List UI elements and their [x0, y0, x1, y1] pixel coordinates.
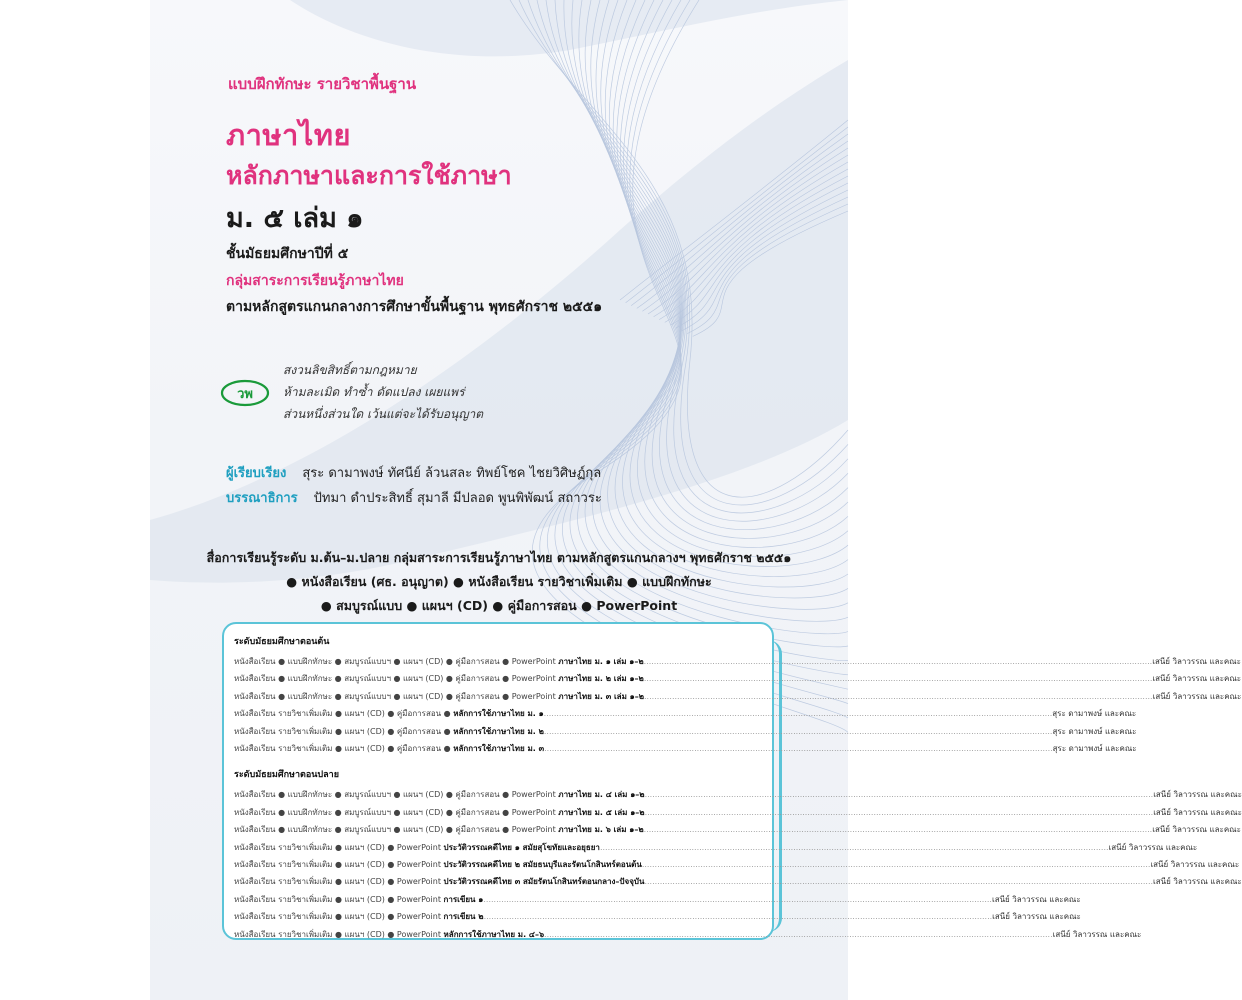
product-row-author: เสนีย์ วิลาวรรณ และคณะ: [1152, 691, 1242, 701]
dot-leader: ........................................................................................................................................................................................................: [644, 691, 1153, 701]
authors-names: สุระ ดามาพงษ์ ทัศนีย์ ล้วนสละ ทิพย์โชค ไชยวิศิษฏ์กุล: [302, 466, 602, 481]
product-row: [234, 821, 1241, 838]
product-row-items: [234, 670, 644, 687]
credit-editors: [226, 487, 602, 508]
media-line: ● สมบูรณ์แบบ ● แผนฯ (CD) ● คู่มือการสอน ● PowerPoint: [320, 598, 678, 613]
product-row-media: หนังสือเรียน ● แบบฝึกทักษะ ● สมบูรณ์แบบฯ ● แผนฯ (CD) ● คู่มือการสอน ● PowerPoint: [234, 674, 559, 684]
product-row-author: เสนีย์ วิลาวรรณ และคณะ: [1152, 657, 1241, 666]
product-rows: [234, 653, 1242, 757]
product-row-author: เสนีย์ วิลาวรรณ และคณะ: [1108, 842, 1198, 852]
product-row-items: [234, 856, 642, 873]
dot-leader: ........................................................................................................................................................................................................: [643, 825, 1153, 835]
subject-title: ภาษาไทย: [226, 118, 351, 152]
dot-leader: ........................................................................................................................................................................................................: [641, 860, 1151, 870]
dot-leader: ........................................................................................................................................................................................................: [644, 807, 1154, 817]
svg-text:วพ: วพ: [237, 387, 253, 402]
product-row: [234, 653, 1241, 670]
dot-leader: ........................................................................................................................................................................................................: [643, 657, 1153, 666]
upper-secondary-group: [234, 767, 1242, 943]
product-row-items: [234, 653, 644, 670]
dot-leader: ........................................................................................................................................................................................................: [483, 894, 992, 904]
product-row: [234, 856, 1240, 873]
product-row-author: เสนีย์ วิลาวรรณ และคณะ: [1052, 929, 1142, 939]
product-row-items: [234, 804, 645, 821]
product-row-items: [234, 891, 483, 908]
product-row-items: [234, 740, 544, 757]
product-row-author: สุระ ดามาพงษ์ และคณะ: [1052, 744, 1137, 754]
learning-area: กลุ่มสาระการเรียนรู้ภาษาไทย: [226, 273, 404, 289]
product-row-author: สุระ ดามาพงษ์ และคณะ: [1052, 726, 1137, 736]
product-row-author: เสนีย์ วิลาวรรณ และคณะ: [992, 912, 1081, 922]
dot-leader: ........................................................................................................................................................................................................: [644, 790, 1154, 800]
product-row-media: หนังสือเรียน รายวิชาเพิ่มเติม ● แผนฯ (CD) ● คู่มือการสอน ●: [234, 744, 454, 754]
product-row-title: ประวัติวรรณคดีไทย ๓ สมัยรัตนโกสินทร์ตอนกลาง–ปัจจุบัน: [443, 877, 645, 887]
publisher-logo: [220, 379, 270, 407]
product-row-items: [234, 821, 644, 838]
product-row: [234, 670, 1242, 687]
product-row-title: การเขียน ๒: [443, 912, 484, 922]
product-row-author: เสนีย์ วิลาวรรณ และคณะ: [991, 894, 1081, 904]
book-title: หลักภาษาและการใช้ภาษา: [226, 161, 512, 190]
copyright-line: สงวนลิขสิทธิ์ตามกฎหมาย: [283, 363, 417, 377]
dot-leader: ........................................................................................................................................................................................................: [599, 842, 1109, 852]
product-row-media: หนังสือเรียน รายวิชาเพิ่มเติม ● แผนฯ (CD) ● PowerPoint: [234, 894, 444, 904]
product-row-title: ภาษาไทย ม. ๔ เล่ม ๑–๒: [558, 790, 645, 800]
dot-leader: ........................................................................................................................................................................................................: [483, 912, 993, 922]
product-row-title: หลักการใช้ภาษาไทย ม. ๒: [453, 726, 544, 736]
product-row-media: หนังสือเรียน รายวิชาเพิ่มเติม ● แผนฯ (CD) ● PowerPoint: [234, 877, 444, 887]
product-row: [234, 786, 1242, 803]
product-list-box: [222, 622, 1242, 940]
product-row-media: หนังสือเรียน รายวิชาเพิ่มเติม ● แผนฯ (CD) ● PowerPoint: [234, 912, 444, 922]
product-row: [234, 723, 1137, 740]
product-row-title: ภาษาไทย ม. ๑ เล่ม ๑–๒: [558, 657, 644, 666]
product-row-title: หลักการใช้ภาษาไทย ม. ๓: [453, 744, 545, 754]
product-row-author: เสนีย์ วิลาวรรณ และคณะ: [1152, 825, 1241, 835]
product-row-media: หนังสือเรียน ● แบบฝึกทักษะ ● สมบูรณ์แบบฯ ● แผนฯ (CD) ● คู่มือการสอน ● PowerPoint: [234, 790, 559, 800]
product-row-title: ประวัติวรรณคดีไทย ๒ สมัยธนบุรีและรัตนโกสินทร์ตอนต้น: [443, 860, 642, 870]
copyright-line: ห้ามละเมิด ทำซ้ำ ดัดแปลง เผยแพร่: [283, 385, 465, 399]
product-rows: [234, 786, 1242, 943]
dot-leader: ........................................................................................................................................................................................................: [543, 709, 1053, 719]
dot-leader: ........................................................................................................................................................................................................: [544, 929, 1053, 939]
media-line: สื่อการเรียนรู้ระดับ ม.ต้น–ม.ปลาย กลุ่มสาระการเรียนรู้ภาษาไทย ตามหลักสูตรแกนกลางฯ พุทธศักราช ๒๕๕๑: [206, 550, 792, 565]
level-heading: ระดับมัธยมศึกษาตอนปลาย: [234, 770, 339, 781]
product-row: [234, 688, 1242, 705]
copyright-line: ส่วนหนึ่งส่วนใด เว้นแต่จะได้รับอนุญาต: [283, 407, 484, 421]
dot-leader: ........................................................................................................................................................................................................: [643, 674, 1153, 684]
product-row-author: เสนีย์ วิลาวรรณ และคณะ: [1153, 790, 1242, 800]
product-row-media: หนังสือเรียน ● แบบฝึกทักษะ ● สมบูรณ์แบบฯ ● แผนฯ (CD) ● คู่มือการสอน ● PowerPoint: [234, 825, 559, 835]
product-row-items: [234, 908, 484, 925]
curriculum-line: ตามหลักสูตรแกนกลางการศึกษาขั้นพื้นฐาน พุทธศักราช ๒๕๕๑: [226, 299, 603, 315]
series-title: แบบฝึกทักษะ รายวิชาพื้นฐาน: [228, 75, 417, 93]
product-row-media: หนังสือเรียน รายวิชาเพิ่มเติม ● แผนฯ (CD) ● PowerPoint: [234, 860, 444, 870]
product-row-items: [234, 688, 644, 705]
dot-leader: ........................................................................................................................................................................................................: [644, 877, 1154, 887]
media-line: ● หนังสือเรียน (ศธ. อนุญาต) ● หนังสือเรียน รายวิชาเพิ่มเติม ● แบบฝึกทักษะ: [286, 574, 712, 589]
product-row-media: หนังสือเรียน ● แบบฝึกทักษะ ● สมบูรณ์แบบฯ ● แผนฯ (CD) ● คู่มือการสอน ● PowerPoint: [234, 807, 559, 817]
lower-secondary-group: [234, 634, 1242, 757]
product-row: [234, 839, 1198, 856]
dot-leader: ........................................................................................................................................................................................................: [544, 744, 1053, 754]
product-row: [234, 908, 1081, 925]
product-row: [234, 926, 1142, 943]
product-row-media: หนังสือเรียน รายวิชาเพิ่มเติม ● แผนฯ (CD) ● PowerPoint: [234, 929, 444, 939]
product-row-author: เสนีย์ วิลาวรรณ และคณะ: [1153, 877, 1242, 887]
product-row-title: ภาษาไทย ม. ๖ เล่ม ๑–๒: [558, 825, 644, 835]
product-row-title: หลักการใช้ภาษาไทย ม. ๑: [453, 709, 544, 719]
product-row-items: [234, 873, 644, 890]
product-row-items: [234, 705, 544, 722]
product-row-items: [234, 723, 544, 740]
grade-volume: ม. ๕ เล่ม ๑: [226, 203, 364, 234]
product-row: [234, 891, 1081, 908]
editors-label: บรรณาธิการ: [226, 491, 298, 506]
product-row-author: เสนีย์ วิลาวรรณ และคณะ: [1152, 674, 1242, 684]
product-row-title: การเขียน ๑: [443, 894, 484, 904]
product-row-items: [234, 786, 645, 803]
product-row-media: หนังสือเรียน รายวิชาเพิ่มเติม ● แผนฯ (CD) ● คู่มือการสอน ●: [234, 726, 454, 736]
product-row-media: หนังสือเรียน รายวิชาเพิ่มเติม ● แผนฯ (CD) ● PowerPoint: [234, 842, 444, 852]
product-row-author: เสนีย์ วิลาวรรณ และคณะ: [1150, 860, 1240, 870]
level-heading: ระดับมัธยมศึกษาตอนต้น: [234, 637, 330, 647]
product-row-author: เสนีย์ วิลาวรรณ และคณะ: [1153, 807, 1242, 817]
product-row-title: ภาษาไทย ม. ๒ เล่ม ๑–๒: [558, 674, 644, 684]
product-row-title: ภาษาไทย ม. ๓ เล่ม ๑–๒: [558, 691, 644, 701]
credit-authors: [226, 462, 601, 483]
product-row-title: หลักการใช้ภาษาไทย ม. ๔–๖: [443, 929, 545, 939]
editors-names: ปัทมา ดำประสิทธิ์ สุมาลี มีปลอด พูนพิพัฒน์ สถาวระ: [313, 491, 602, 506]
product-row-title: ภาษาไทย ม. ๕ เล่ม ๑–๒: [558, 807, 645, 817]
book-cover: [150, 0, 1242, 1000]
dot-leader: ........................................................................................................................................................................................................: [543, 726, 1053, 736]
product-row: [234, 705, 1137, 722]
product-row-items: [234, 926, 544, 943]
grade-level: ชั้นมัธยมศึกษาปีที่ ๕: [226, 246, 349, 262]
product-row: [234, 804, 1242, 821]
product-row-media: หนังสือเรียน ● แบบฝึกทักษะ ● สมบูรณ์แบบฯ ● แผนฯ (CD) ● คู่มือการสอน ● PowerPoint: [234, 691, 559, 701]
authors-label: ผู้เรียบเรียง: [226, 466, 287, 481]
product-row: [234, 740, 1137, 757]
product-row-items: [234, 839, 600, 856]
product-row-media: หนังสือเรียน ● แบบฝึกทักษะ ● สมบูรณ์แบบฯ ● แผนฯ (CD) ● คู่มือการสอน ● PowerPoint: [234, 657, 559, 666]
product-row: [234, 873, 1242, 890]
product-row-title: ประวัติวรรณคดีไทย ๑ สมัยสุโขทัยและอยุธยา: [443, 842, 600, 852]
product-row-media: หนังสือเรียน รายวิชาเพิ่มเติม ● แผนฯ (CD) ● คู่มือการสอน ●: [234, 709, 454, 719]
product-row-author: สุระ ดามาพงษ์ และคณะ: [1052, 709, 1137, 719]
